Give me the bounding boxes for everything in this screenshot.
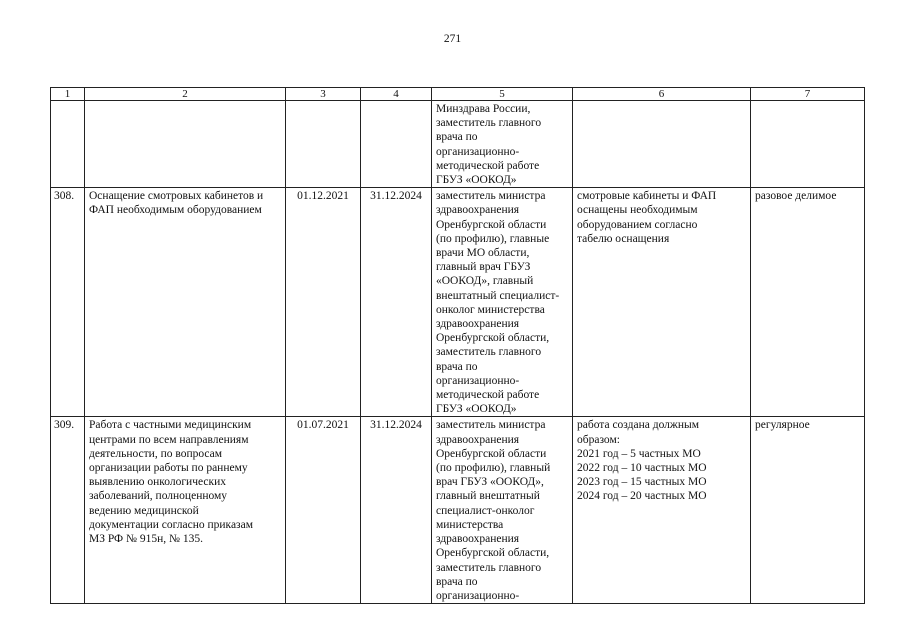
row-number: 308.	[51, 188, 85, 417]
text-line: главный врач ГБУЗ	[436, 261, 531, 274]
text-line: организационно-	[436, 145, 520, 158]
start-date: 01.12.2021	[286, 188, 361, 417]
text-line: образом:	[577, 433, 620, 446]
text-line: 2023 год – 15 частных МО	[577, 476, 707, 489]
activities-table	[50, 87, 865, 604]
text-line: Работа с частными медицинским	[89, 419, 252, 432]
responsible-persons	[432, 188, 573, 417]
table-header-row	[51, 88, 865, 101]
text-line: МЗ РФ № 915н, № 135.	[89, 533, 203, 546]
text-line: врача по	[436, 360, 478, 373]
column-header-6: 6	[573, 88, 751, 101]
text-line: онколог министерства	[436, 303, 545, 316]
text-line: здравоохранения	[436, 318, 520, 331]
cont-responsible-cell	[432, 101, 573, 188]
text-line: ГБУЗ «ООКОД»	[436, 174, 517, 187]
text-line: документации согласно приказам	[89, 518, 253, 531]
text-line: ФАП необходимым оборудованием	[89, 204, 262, 217]
text-line: здравоохранения	[436, 433, 520, 446]
text-line: врача по	[436, 131, 478, 144]
cont-title-cell	[85, 101, 286, 188]
text-line: врач ГБУЗ «ООКОД»,	[436, 476, 544, 489]
end-date: 31.12.2024	[361, 417, 432, 604]
start-date: 01.07.2021	[286, 417, 361, 604]
text-line: здравоохранения	[436, 204, 520, 217]
text-line: (по профилю), главный	[436, 462, 551, 475]
text-line: Оренбургской области	[436, 218, 547, 231]
text-line: врачи МО области,	[436, 247, 530, 260]
cont-num-cell	[51, 101, 85, 188]
text-line: оборудованием согласно	[577, 218, 698, 231]
text-line: ГБУЗ «ООКОД»	[436, 403, 517, 416]
text-line: «ООКОД», главный	[436, 275, 534, 288]
column-header-1: 1	[51, 88, 85, 101]
text-line: заместитель министра	[436, 190, 546, 203]
text-line: организации работы по раннему	[89, 462, 248, 475]
text-line: заместитель главного	[436, 346, 542, 359]
text-line: выявлению онкологических	[89, 476, 226, 489]
text-line: организационно-	[436, 374, 520, 387]
text-line: заместитель министра	[436, 419, 546, 432]
activity-type: регулярное	[751, 417, 865, 604]
text-line: главный внештатный	[436, 490, 540, 503]
column-header-5: 5	[432, 88, 573, 101]
text-line: (по профилю), главные	[436, 232, 550, 245]
text-line: Оренбургской области,	[436, 332, 550, 345]
column-header-7: 7	[751, 88, 865, 101]
column-header-4: 4	[361, 88, 432, 101]
activity-title	[85, 188, 286, 417]
text-line: смотровые кабинеты и ФАП	[577, 190, 717, 203]
table-row-309	[51, 417, 865, 604]
text-line: методической работе	[436, 159, 540, 172]
text-line: заместитель главного	[436, 561, 542, 574]
cont-end-cell	[361, 101, 432, 188]
activity-title	[85, 417, 286, 604]
activity-type: разовое делимое	[751, 188, 865, 417]
text-line: 2024 год – 20 частных МО	[577, 490, 707, 503]
column-header-3: 3	[286, 88, 361, 101]
column-header-2: 2	[85, 88, 286, 101]
text-line: врача по	[436, 575, 478, 588]
text-line: Оренбургской области	[436, 447, 547, 460]
text-line: 2022 год – 10 частных МО	[577, 462, 707, 475]
responsible-persons	[432, 417, 573, 604]
text-line: работа создана должным	[577, 419, 700, 432]
text-line: специалист-онколог	[436, 504, 535, 517]
table-row-308	[51, 188, 865, 417]
continuation-row	[51, 101, 865, 188]
text-line: оснащены необходимым	[577, 204, 698, 217]
text-line: Оснащение смотровых кабинетов и	[89, 190, 264, 203]
expected-result	[573, 417, 751, 604]
text-line: ведению медицинской	[89, 504, 199, 517]
text-line: внештатный специалист-	[436, 289, 560, 302]
text-line: центрами по всем направлениям	[89, 433, 249, 446]
text-line: Оренбургской области,	[436, 547, 550, 560]
text-line: Минздрава России,	[436, 103, 531, 115]
text-line: деятельности, по вопросам	[89, 447, 223, 460]
cont-type-cell	[751, 101, 865, 188]
text-line: методической работе	[436, 389, 540, 402]
end-date: 31.12.2024	[361, 188, 432, 417]
expected-result	[573, 188, 751, 417]
page-number: 271	[443, 33, 462, 45]
text-line: заболеваний, полноценному	[89, 490, 228, 503]
text-line: заместитель главного	[436, 117, 542, 130]
text-line: табелю оснащения	[577, 232, 670, 245]
row-number: 309.	[51, 417, 85, 604]
text-line: министерства	[436, 518, 504, 531]
cont-result-cell	[573, 101, 751, 188]
text-line: 2021 год – 5 частных МО	[577, 447, 701, 460]
cont-start-cell	[286, 101, 361, 188]
text-line: здравоохранения	[436, 533, 520, 546]
text-line: организационно-	[436, 589, 520, 602]
